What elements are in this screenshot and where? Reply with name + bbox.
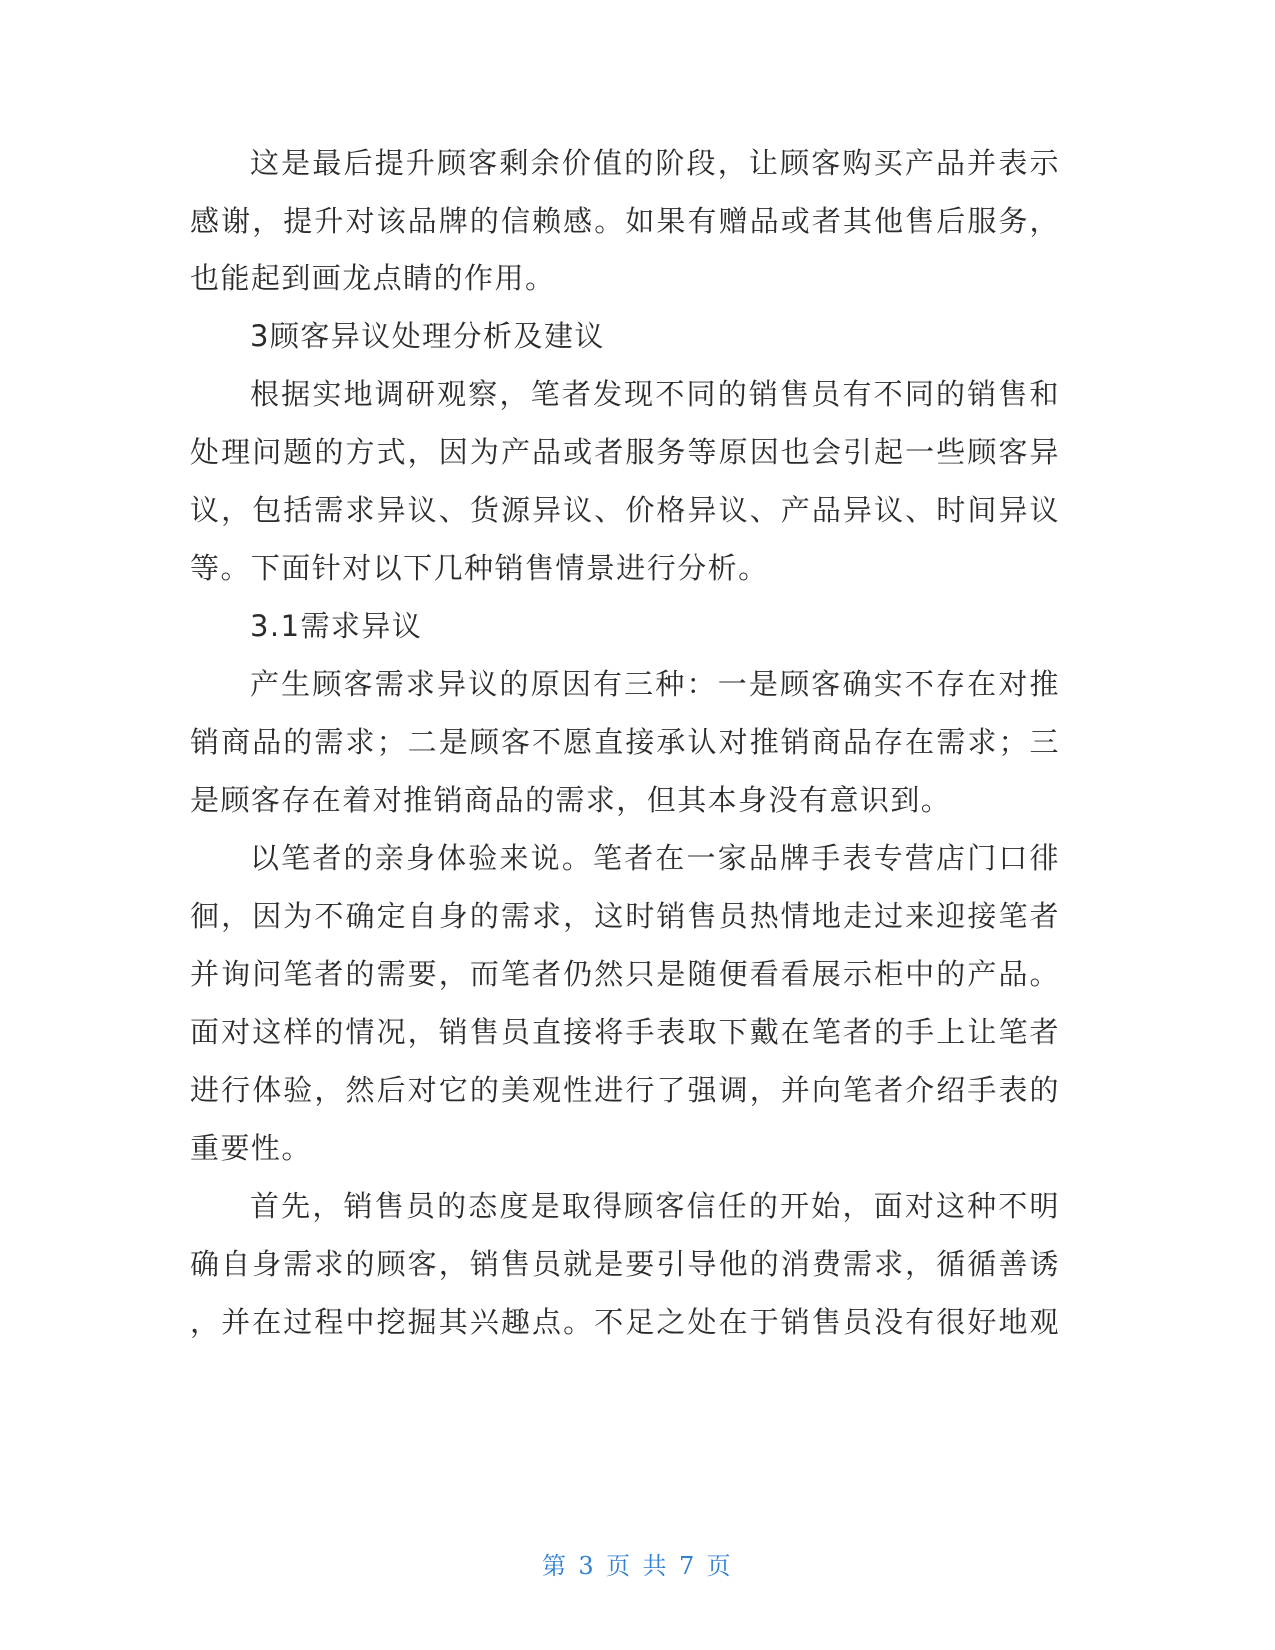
paragraph-line: 这是最后提升顾客剩余价值的阶段，让顾客购买产品并表示 (250, 146, 1060, 180)
paragraph-line: ，并在过程中挖掘其兴趣点。不足之处在于销售员没有很好地观 (190, 1305, 1060, 1339)
paragraph-line: 确自身需求的顾客，销售员就是要引导他的消费需求，循循善诱 (190, 1247, 1060, 1281)
paragraph-line: 面对这样的情况，销售员直接将手表取下戴在笔者的手上让笔者 (190, 1015, 1060, 1049)
paragraph-line: 是顾客存在着对推销商品的需求，但其本身没有意识到。 (190, 783, 952, 817)
page-number-footer: 第 3 页 共 7 页 (541, 1552, 734, 1580)
paragraph-line: 议，包括需求异议、货源异议、价格异议、产品异议、时间异议 (190, 493, 1060, 527)
paragraph-line: 以笔者的亲身体验来说。笔者在一家品牌手表专营店门口徘 (250, 841, 1060, 875)
paragraph-line: 等。下面针对以下几种销售情景进行分析。 (190, 551, 769, 585)
subsection-heading: 3.1需求异议 (250, 609, 423, 643)
paragraph-line: 也能起到画龙点睛的作用。 (190, 261, 556, 295)
paragraph-line: 销商品的需求；二是顾客不愿直接承认对推销商品存在需求；三 (190, 725, 1060, 759)
paragraph-line: 并询问笔者的需要，而笔者仍然只是随便看看展示柜中的产品。 (190, 957, 1060, 991)
paragraph-line: 根据实地调研观察，笔者发现不同的销售员有不同的销售和 (250, 377, 1060, 411)
section-heading: 3顾客异议处理分析及建议 (250, 319, 605, 353)
paragraph-line: 重要性。 (190, 1131, 312, 1165)
paragraph-line: 产生顾客需求异议的原因有三种：一是顾客确实不存在对推 (250, 667, 1060, 701)
paragraph-line: 处理问题的方式，因为产品或者服务等原因也会引起一些顾客异 (190, 435, 1060, 469)
paragraph-line: 进行体验，然后对它的美观性进行了强调，并向笔者介绍手表的 (190, 1073, 1060, 1107)
paragraph-line: 首先，销售员的态度是取得顾客信任的开始，面对这种不明 (250, 1189, 1060, 1223)
paragraph-line: 徊，因为不确定自身的需求，这时销售员热情地走过来迎接笔者 (190, 899, 1060, 933)
paragraph-line: 感谢，提升对该品牌的信赖感。如果有赠品或者其他售后服务， (190, 204, 1060, 238)
